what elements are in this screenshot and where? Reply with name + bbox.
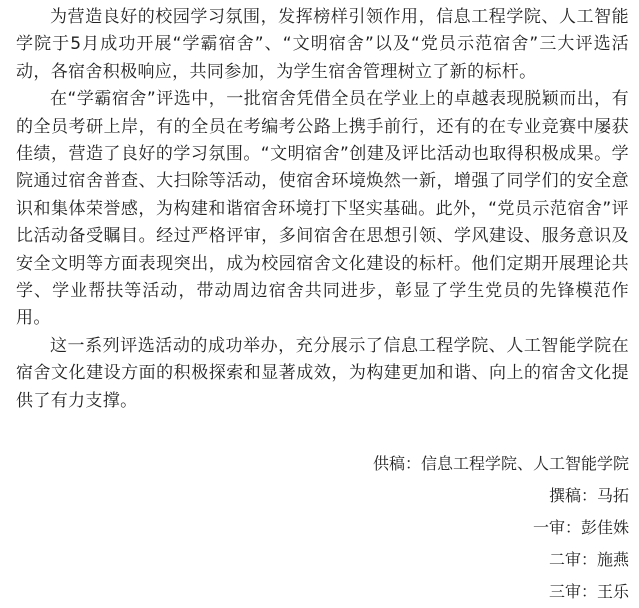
credit-first-review: 一审：彭佳姝	[532, 518, 629, 537]
credit-source: 供稿：信息工程学院、人工智能学院	[372, 454, 629, 473]
credits-block	[373, 448, 629, 608]
credit-second-review: 二审：施燕	[548, 550, 629, 569]
article-paragraph-summary: 这一系列评选活动的成功举办，充分展示了信息工程学院、人工智能学院在宿舍文化建设方面的积极探索和显著成效，为构建更加和谐、向上的宿舍文化提供了有力支撑。	[16, 335, 629, 411]
credit-third-review: 三审：王乐	[548, 582, 629, 601]
credit-writer: 撰稿：马拓	[548, 486, 629, 505]
article-paragraph-details: 在“学霸宿舍”评选中，一批宿舍凭借全员在学业上的卓越表现脱颖而出，有的全员考研上岸，有的全员在考编考公路上携手前行，还有的在专业竞赛中屡获佳绩，营造了良好的学习氛围。“文明宿舍”创建及评比活动也取得积极成果。学院通过宿舍普查、大扫除等活动，使宿舍环境焕然一新，增强了同学们的安全意识和集体荣誉感，为构建和谐宿舍环境打下坚实基础。此外，“党员示范宿舍”评比活动备受瞩目。经过严格评审，多间宿舍在思想引领、学风建设、服务意识及安全文明等方面表现突出，成为校园宿舍文化建设的标杆。他们定期开展理论共学、学业帮扶等活动，带动周边宿舍共同进步，彰显了学生党员的先锋模范作用。	[16, 89, 629, 329]
article-paragraph-intro: 为营造良好的校园学习氛围，发挥榜样引领作用，信息工程学院、人工智能学院于5月成功开展“学霸宿舍”、“文明宿舍”以及“党员示范宿舍”三大评选活动，各宿舍积极响应，共同参加，为学生宿舍管理树立了新的标杆。	[16, 7, 629, 82]
